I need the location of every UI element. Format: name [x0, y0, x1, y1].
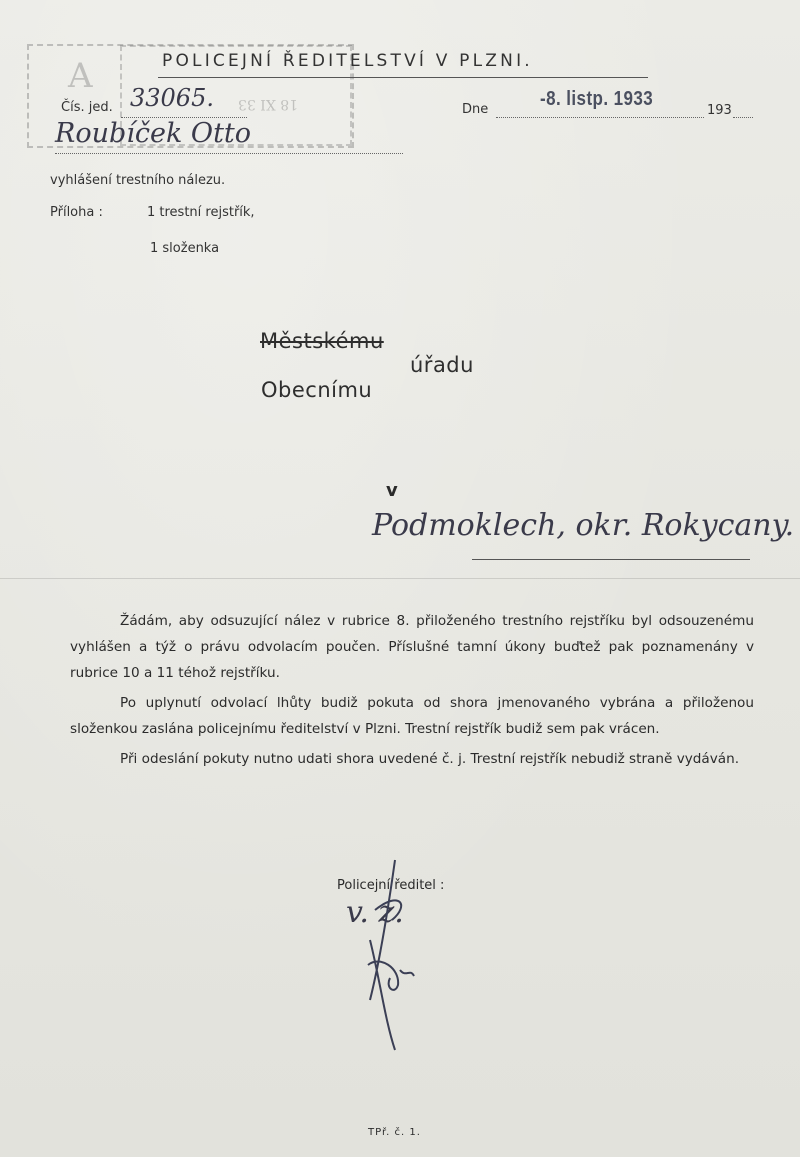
addressee-suffix: úřadu [410, 353, 474, 377]
attachment-item: 1 složenka [150, 241, 220, 256]
form-code: TPř. č. 1. [368, 1127, 421, 1138]
ref-number-label: Čís. jed. [61, 100, 113, 115]
date-label: Dne [462, 102, 489, 117]
stamp-date-fragment: 18 XI 33 [238, 96, 299, 112]
body-paragraph: Po uplynutí odvolací lhůty budiž pokuta od shora jmenovaného vybrána a přiloženou složenkou zaslána policejnímu ředitelství v Plzni. Trestní rejstřík budiž sem pak vrácen. [70, 695, 754, 737]
year-dotted-line [733, 117, 753, 118]
ref-number-handwritten: 33065. [130, 84, 214, 112]
stamp-letter: A [68, 56, 93, 96]
body-paragraph: Při odeslání pokuty nutno udati shora uvedené č. j. Trestní rejstřík nebudiž straně vydáván. [120, 751, 740, 767]
signature-abbrev: v. z. [346, 895, 404, 930]
date-stamp: -8. listp. 1933 [540, 88, 654, 110]
attachment-item: 1 trestní rejstřík, [147, 205, 255, 220]
name-dotted-line [55, 153, 403, 154]
year-printed: 193 [707, 103, 732, 118]
body-text [70, 608, 754, 776]
signature-label: Policejní ředitel : [337, 878, 445, 893]
addressee-kept: Obecnímu [261, 378, 373, 402]
preposition-v: v [386, 480, 398, 501]
place-handwritten: Podmoklech, okr. Rokycany. [372, 508, 795, 543]
place-underline [472, 559, 750, 560]
subject-name-handwritten: Roubíček Otto [55, 118, 252, 149]
subject-line: vyhlášení trestního nálezu. [50, 173, 226, 188]
paper-fold [0, 578, 800, 579]
handwritten-signature [340, 850, 450, 1070]
office-heading: POLICEJNÍ ŘEDITELSTVÍ V PLZNI. [162, 51, 533, 71]
heading-underline [158, 77, 648, 78]
addressee-struck: Městskému [260, 329, 384, 353]
attachment-label: Příloha : [50, 205, 103, 220]
body-paragraph: Žádám, aby odsuzující nález v rubrice 8. přiloženého trestního rejstříku byl odsouzenému vyhlášen a týž o právu odvolacím poučen. Příslušné tamní úkony buďtež pak poznamenány v rubrice 10 a 11 téhož rejstříku. [70, 613, 754, 681]
date-dotted-line [496, 117, 704, 118]
